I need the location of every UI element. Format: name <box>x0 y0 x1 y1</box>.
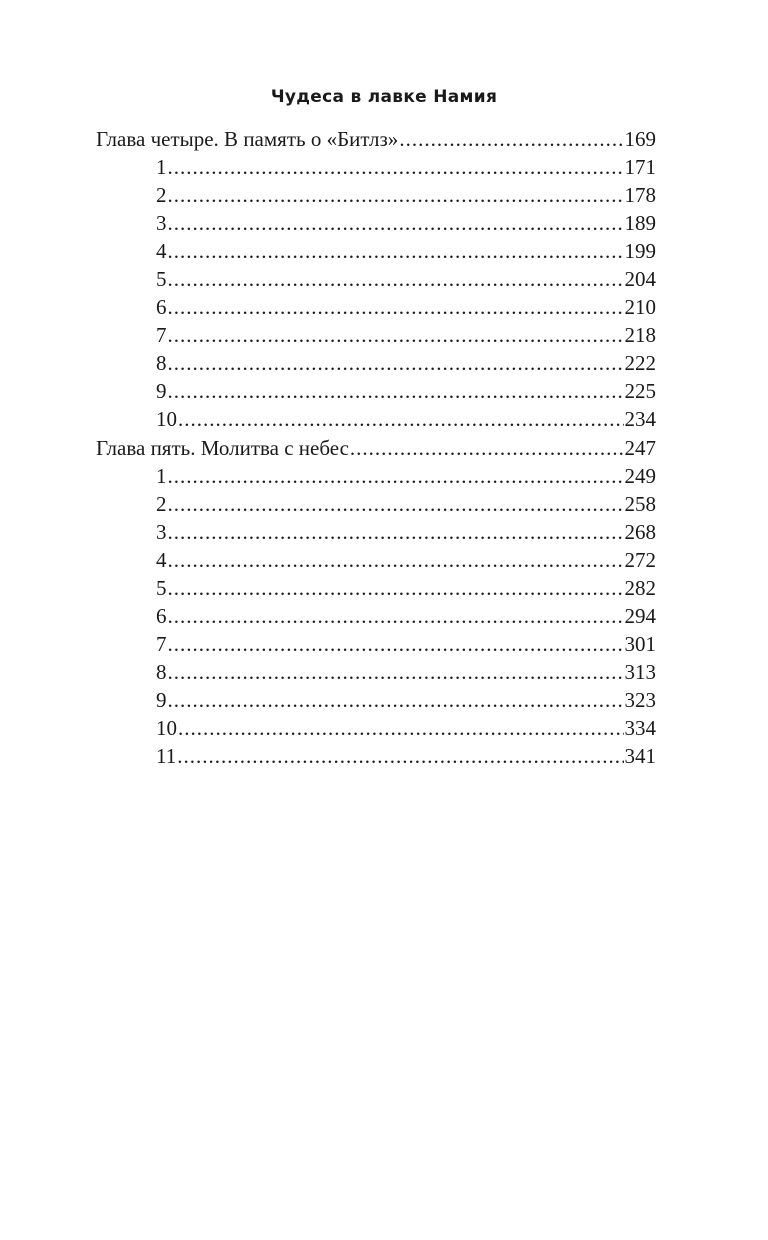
toc-dot-leader <box>168 293 624 321</box>
toc-page-number: 171 <box>624 155 656 180</box>
toc-entry-label: 6 <box>156 295 167 320</box>
toc-dot-leader <box>168 602 624 630</box>
toc-section-entry[interactable] <box>96 153 656 181</box>
toc-entry-label: 8 <box>156 659 167 684</box>
toc-page-number: 189 <box>624 211 656 236</box>
table-of-contents <box>96 125 656 770</box>
toc-page-number: 258 <box>624 491 656 516</box>
toc-dot-leader <box>168 181 624 209</box>
toc-dot-leader <box>168 209 624 237</box>
toc-page-number: 294 <box>624 603 656 628</box>
toc-entry-label: Глава четыре. В память о «Битлз» <box>96 127 399 151</box>
toc-page-number: 204 <box>624 267 656 292</box>
toc-entry-label: 9 <box>156 687 167 712</box>
toc-section-entry[interactable] <box>96 490 656 518</box>
toc-page-number: 272 <box>624 547 656 572</box>
toc-dot-leader <box>178 405 624 433</box>
toc-section-entry[interactable] <box>96 462 656 490</box>
toc-dot-leader <box>168 490 624 518</box>
toc-dot-leader <box>178 714 624 742</box>
toc-page-number: 178 <box>624 183 656 208</box>
toc-entry-label: 7 <box>156 631 167 656</box>
toc-dot-leader <box>168 546 624 574</box>
toc-section-entry[interactable] <box>96 714 656 742</box>
toc-dot-leader <box>168 574 624 602</box>
toc-entry-label: 4 <box>156 239 167 264</box>
toc-dot-leader <box>399 125 623 153</box>
toc-section-entry[interactable] <box>96 574 656 602</box>
toc-section-entry[interactable] <box>96 377 656 405</box>
toc-section-entry[interactable] <box>96 630 656 658</box>
toc-dot-leader <box>168 462 624 490</box>
toc-dot-leader <box>168 658 624 686</box>
toc-section-entry[interactable] <box>96 405 656 433</box>
page-header-title: Чудеса в лавке Намия <box>270 87 498 107</box>
toc-dot-leader <box>168 237 624 265</box>
toc-section-entry[interactable] <box>96 602 656 630</box>
toc-entry-label: 3 <box>156 211 167 236</box>
toc-section-entry[interactable] <box>96 742 656 770</box>
toc-dot-leader <box>168 153 624 181</box>
toc-entry-label: 1 <box>156 155 167 180</box>
toc-page-number: 301 <box>624 631 656 656</box>
toc-dot-leader <box>168 321 624 349</box>
toc-section-entry[interactable] <box>96 293 656 321</box>
toc-entry-label: 5 <box>156 575 167 600</box>
toc-dot-leader <box>168 265 624 293</box>
toc-page-number: 249 <box>624 463 656 488</box>
toc-section-entry[interactable] <box>96 181 656 209</box>
toc-section-entry[interactable] <box>96 265 656 293</box>
toc-entry-label: 7 <box>156 323 167 348</box>
toc-page-number: 199 <box>624 239 656 264</box>
toc-page-number: 247 <box>624 435 656 460</box>
toc-section-entry[interactable] <box>96 518 656 546</box>
toc-section-entry[interactable] <box>96 349 656 377</box>
toc-entry-label: 8 <box>156 351 167 376</box>
toc-entry-label: 11 <box>156 744 177 769</box>
toc-page-number: 225 <box>624 379 656 404</box>
toc-page-number: 268 <box>624 519 656 544</box>
toc-dot-leader <box>168 349 624 377</box>
toc-page-number: 222 <box>624 351 656 376</box>
toc-dot-leader <box>350 434 624 462</box>
toc-entry-label: 1 <box>156 463 167 488</box>
toc-dot-leader <box>168 518 624 546</box>
toc-entry-label: 2 <box>156 183 167 208</box>
toc-page-number: 334 <box>624 715 656 740</box>
toc-entry-label: Глава пять. Молитва с небес <box>96 435 349 460</box>
toc-dot-leader <box>168 630 624 658</box>
toc-entry-label: 4 <box>156 547 167 572</box>
toc-page-number: 234 <box>624 407 656 432</box>
toc-page-number: 210 <box>624 295 656 320</box>
toc-dot-leader <box>177 742 623 770</box>
toc-section-entry[interactable] <box>96 658 656 686</box>
toc-section-entry[interactable] <box>96 546 656 574</box>
toc-dot-leader <box>168 686 624 714</box>
toc-page-number: 169 <box>624 127 656 151</box>
toc-chapter-entry[interactable] <box>96 125 656 153</box>
toc-page-number: 323 <box>624 687 656 712</box>
toc-entry-label: 9 <box>156 379 167 404</box>
toc-page-number: 341 <box>624 744 656 769</box>
toc-page-number: 313 <box>624 659 656 684</box>
toc-dot-leader <box>168 377 624 405</box>
toc-section-entry[interactable] <box>96 321 656 349</box>
toc-entry-label: 10 <box>156 715 177 740</box>
toc-entry-label: 3 <box>156 519 167 544</box>
toc-section-entry[interactable] <box>96 209 656 237</box>
toc-page-number: 218 <box>624 323 656 348</box>
toc-entry-label: 2 <box>156 491 167 516</box>
toc-entry-label: 6 <box>156 603 167 628</box>
toc-chapter-entry[interactable] <box>96 434 656 462</box>
toc-section-entry[interactable] <box>96 686 656 714</box>
toc-entry-label: 10 <box>156 407 177 432</box>
toc-page-number: 282 <box>624 575 656 600</box>
toc-entry-label: 5 <box>156 267 167 292</box>
toc-section-entry[interactable] <box>96 237 656 265</box>
